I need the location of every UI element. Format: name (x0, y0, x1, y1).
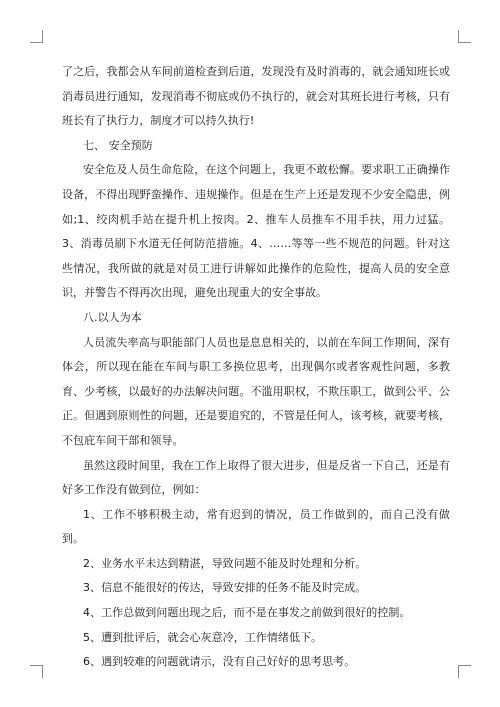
list-item-2: 2、业务水平未达到精湛，导致问题不能及时处理和分析。 (83, 556, 367, 570)
paragraph-people: 人员流失率高与职能部门人员也是息息相关的，以前在车间工作期间，深有体会，所以现在能在车间与职工多换位思考，出现偶尔或者客观性问题，多教育、少考核，以最好的办法解决问题。不滥用职权，不欺压职工，做到公平、公正。但遇到原则性的问题，还是要追究的，不管是任何人，该考核，就要考核，不包庇车间干部和领导。 (62, 335, 450, 447)
crop-mark-top-right (458, 30, 471, 43)
paragraph-continuation: 了之后，我都会从车间前道检查到后道，发现没有及时消毒的，就会通知班长或消毒员进行通知，发现消毒不彻底或仍不执行的，就会对其班长进行考核，只有班长有了执行力，制度才可以持久执行! (62, 65, 450, 128)
list-item-3: 3、信息不能很好的传达，导致安排的任务不能及时完成。 (83, 581, 367, 595)
paragraph-reflection: 虽然这段时间里，我在工作上取得了很大进步，但是反省一下自己，还是有好多工作没有做到位，例如： (62, 458, 450, 497)
list-item-4: 4、工作总做到问题出现之后，而不是在事发之前做到很好的控制。 (83, 606, 411, 620)
list-item-6: 6、遇到较难的问题就请示，没有自己好好的思考思考。 (83, 655, 356, 669)
list-item-5: 5、遭到批评后，就会心灰意冷，工作情绪低下。 (83, 630, 323, 644)
paragraph-safety: 安全危及人员生命危险，在这个问题上，我更不敢松懈。要求职工正确操作设备，不得出现野蛮操作、违规操作。但是在生产上还是发现不少安全隐患，例如;1、绞肉机手站在提升机上按肉。2、推车人员推车不用手扶，用力过猛。3、消毒员刷下水道无任何防范措施。4、……等等一些不规范的问题。针对这些情况，我所做的就是对员工进行讲解如此操作的危险性，提高人员的安全意识，并警告不得再次出现，避免出现重大的安全事故。 (62, 163, 450, 300)
crop-mark-bottom-left (30, 665, 43, 678)
list-item-1: 1、工作不够积极主动，常有迟到的情况，员工作做到的，而自己没有做到。 (62, 507, 450, 546)
crop-mark-top-left (30, 30, 43, 43)
document-body (62, 60, 450, 675)
section-heading-safety: 七、 安全预防 (83, 138, 153, 152)
section-heading-people: 八.以人为本 (83, 310, 142, 324)
crop-mark-bottom-right (458, 665, 471, 678)
